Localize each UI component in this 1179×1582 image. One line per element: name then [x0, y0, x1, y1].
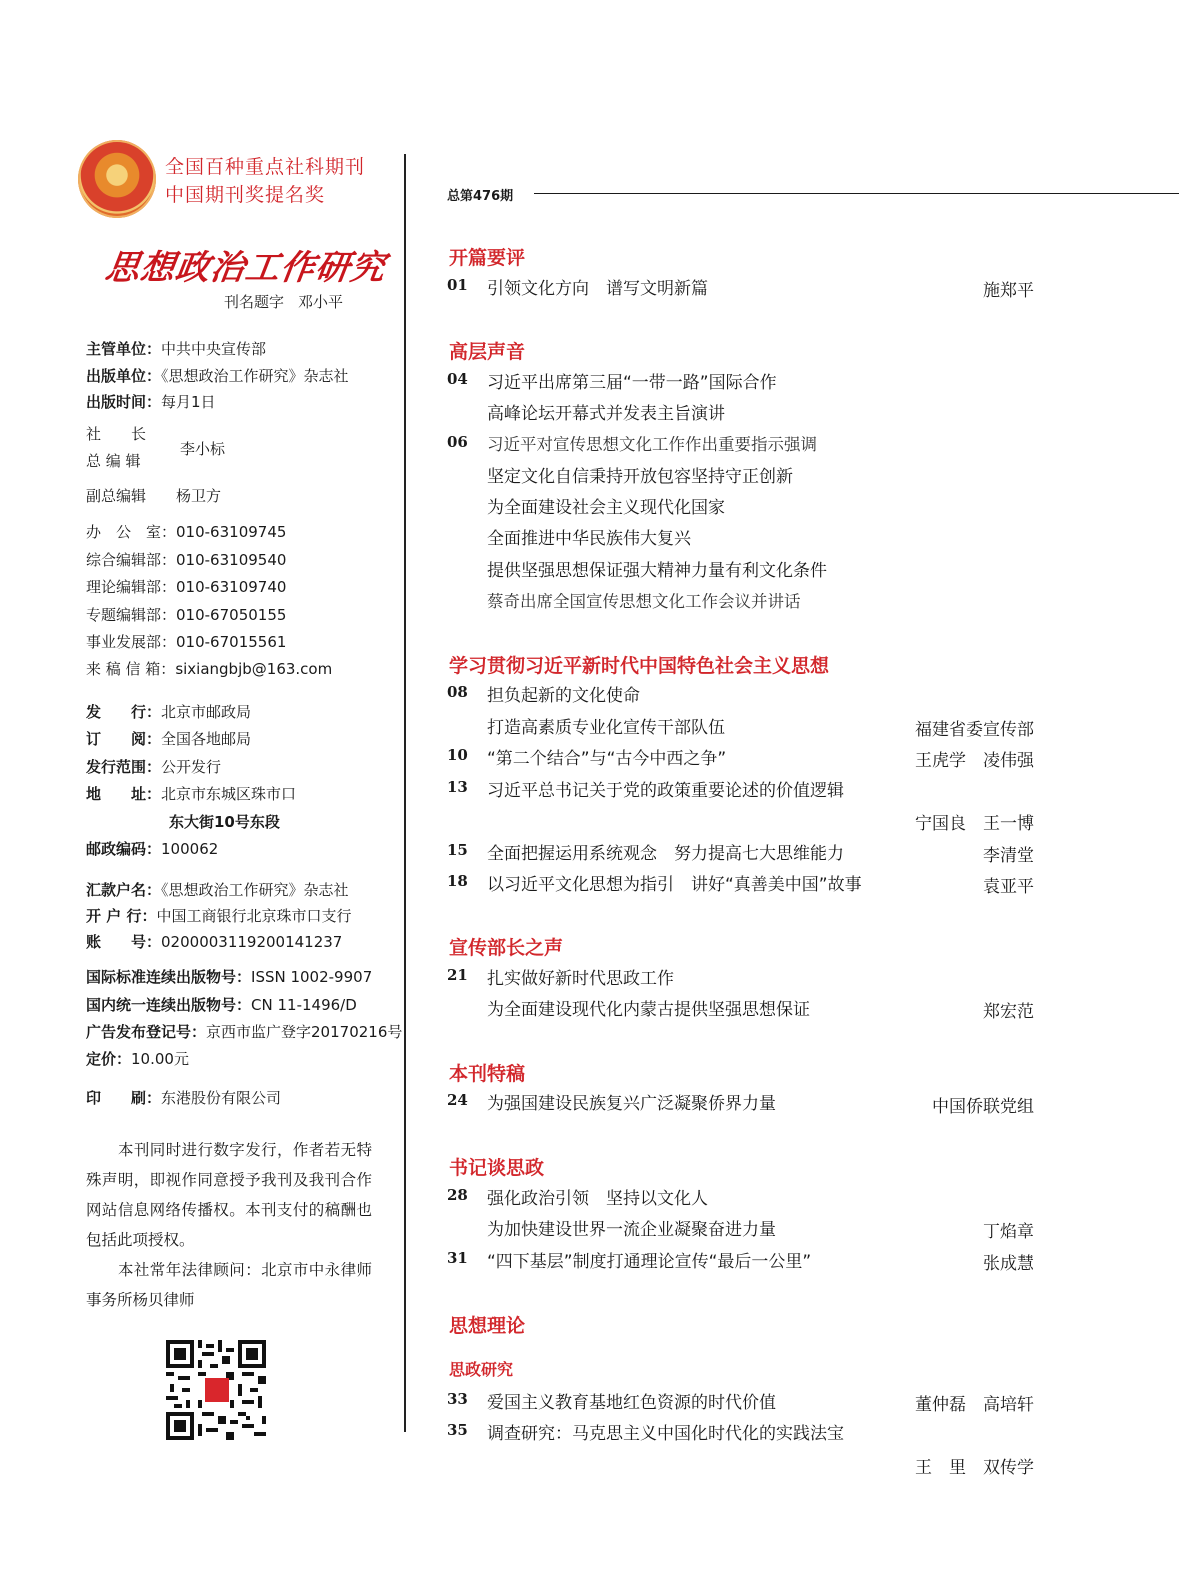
toc-page-number: 06: [447, 433, 468, 451]
distribution-row: 邮政编码：100062: [86, 840, 219, 858]
toc-entry-title: 为加快建设世界一流企业凝聚奋进力量: [487, 1220, 776, 1240]
toc-entry-title: 强化政治引领 坚持以文化人: [487, 1189, 708, 1209]
toc-entry-title: “第二个结合”与“古今中西之争”: [487, 749, 727, 769]
legal-advisor-paragraph: 本社常年法律顾问：北京市中永律师事务所杨贝律师: [86, 1261, 372, 1309]
section-title: 本刊特稿: [449, 1063, 526, 1085]
supervisor-row: 主管单位：中共中央宣传部: [86, 340, 267, 358]
toc-page-number: 21: [447, 966, 468, 984]
registration-row: 国内统一连续出版物号：CN 11-1496/D: [86, 996, 357, 1014]
toc-entry-author: 福建省委宣传部: [915, 720, 1034, 740]
badge-line-2: 中国期刊奖提名奖: [165, 184, 326, 206]
toc-page-number: 33: [447, 1390, 468, 1408]
toc-entry-title: 习近平出席第三届“一带一路”国际合作: [487, 373, 777, 393]
section-title: 思想理论: [449, 1315, 526, 1337]
magazine-calligraphy-title: 思想政治工作研究: [102, 248, 389, 288]
toc-entry-title: 引领文化方向 谱写文明新篇: [487, 279, 708, 299]
toc-entry-title: 习近平总书记关于党的政策重要论述的价值逻辑: [487, 781, 844, 801]
toc-entry-title: 提供坚强思想保证强大精神力量有利文化条件: [487, 561, 827, 581]
deputy-editor-row: 副总编辑 杨卫方: [86, 487, 222, 505]
president-editor-name: 李小标: [180, 440, 226, 458]
issue-number: 总第476期: [447, 189, 514, 204]
toc-entry-title: “四下基层”制度打通理论宣传“最后一公里”: [487, 1252, 812, 1272]
toc-page-number: 08: [447, 683, 468, 701]
publisher-row: 出版单位：《思想政治工作研究》杂志社: [86, 367, 349, 385]
toc-entry-title: 习近平对宣传思想文化工作作出重要指示强调: [487, 435, 817, 454]
toc-entry-author: 王虎学 凌伟强: [915, 751, 1034, 771]
distribution-row: 发 行：北京市邮政局: [86, 703, 252, 721]
toc-entry-title: 爱国主义教育基地红色资源的时代价值: [487, 1393, 776, 1413]
distribution-row: 地 址：北京市东城区珠市口: [86, 785, 297, 803]
toc-page-number: 35: [447, 1421, 468, 1439]
distribution-row: 订 阅：全国各地邮局: [86, 730, 252, 748]
inscription-label: 刊名题字: [224, 293, 285, 311]
bank-row: 开 户 行：中国工商银行北京珠市口支行: [86, 907, 352, 925]
toc-entry-title: 高峰论坛开幕式并发表主旨演讲: [487, 404, 725, 424]
toc-page-number: 18: [447, 872, 468, 890]
distribution-row: 东大街10号东段: [169, 813, 280, 831]
toc-entry-title: 全面把握运用系统观念 努力提高七大思维能力: [487, 844, 844, 864]
section-title: 高层声音: [449, 341, 526, 363]
pub-time-row: 出版时间：每月1日: [86, 393, 216, 411]
toc-entry-author: 袁亚平: [983, 877, 1034, 897]
toc-entry-author: 丁焰章: [983, 1222, 1034, 1242]
toc-entry-author: 宁国良 王一博: [915, 814, 1034, 834]
bank-row: 汇款户名：《思想政治工作研究》杂志社: [86, 881, 349, 899]
chief-editor-label: 总 编 辑: [86, 452, 141, 470]
toc-page-number: 01: [447, 276, 468, 294]
toc-page-number: 13: [447, 778, 468, 796]
toc-entry-author: 王 里 双传学: [915, 1458, 1034, 1478]
contact-row: 来 稿 信 箱：sixiangbjb@163.com: [86, 660, 333, 678]
toc-entry-title: 以习近平文化思想为指引 讲好“真善美中国”故事: [487, 875, 862, 895]
contact-row: 办 公 室：010-63109745: [86, 523, 287, 541]
toc-entry-title: 坚定文化自信秉持开放包容坚持守正创新: [487, 467, 793, 487]
registration-row: 广告发布登记号：京西市监广登字20170216号: [86, 1023, 403, 1041]
contact-row: 事业发展部：010-67015561: [86, 633, 287, 651]
toc-entry-title: 扎实做好新时代思政工作: [487, 969, 674, 989]
toc-entry-title: 为全面建设现代化内蒙古提供坚强思想保证: [487, 1000, 810, 1020]
president-label: 社 长: [86, 425, 147, 443]
toc-page-number: 04: [447, 370, 468, 388]
toc-entry-title: 为强国建设民族复兴广泛凝聚侨界力量: [487, 1094, 776, 1114]
badge-line-1: 全国百种重点社科期刊: [165, 156, 366, 178]
qr-center-logo-icon: [205, 1378, 229, 1402]
copyright-notice: [86, 1135, 372, 1315]
toc-entry-title: 为全面建设社会主义现代化国家: [487, 498, 725, 518]
toc-entry-title: 调查研究：马克思主义中国化时代化的实践法宝: [487, 1424, 844, 1444]
toc-page-number: 28: [447, 1186, 468, 1204]
subsection-title: 思政研究: [449, 1360, 514, 1379]
toc-entry-author: 李清堂: [983, 846, 1034, 866]
price-row: 定价：10.00元: [86, 1050, 189, 1068]
section-title: 开篇要评: [449, 247, 526, 269]
section-title: 书记谈思政: [449, 1157, 545, 1179]
column-divider: [404, 154, 406, 1432]
toc-page-number: 24: [447, 1091, 468, 1109]
toc-entry-author: 郑宏范: [983, 1002, 1034, 1022]
distribution-row: 发行范围：公开发行: [86, 758, 222, 776]
bank-row: 账 号：0200003119200141237: [86, 933, 343, 951]
toc-entry-author: 中国侨联党组: [932, 1097, 1034, 1117]
toc-entry-title: 全面推进中华民族伟大复兴: [487, 529, 691, 549]
toc-entry-title: 蔡奇出席全国宣传思想文化工作会议并讲话: [487, 592, 801, 611]
section-title: 宣传部长之声: [449, 937, 564, 959]
toc-entry-title: 打造高素质专业化宣传干部队伍: [487, 718, 725, 738]
header-rule: [534, 193, 1179, 194]
toc-entry-author: 张成慧: [983, 1254, 1034, 1274]
contact-row: 理论编辑部：010-63109740: [86, 578, 287, 596]
section-title: 学习贯彻习近平新时代中国特色社会主义思想: [449, 655, 830, 677]
toc-entry-title: 担负起新的文化使命: [487, 686, 640, 706]
journal-award-emblem: [78, 140, 156, 218]
printer-row: 印 刷：东港股份有限公司: [86, 1089, 282, 1107]
contact-row: 综合编辑部：010-63109540: [86, 551, 287, 569]
inscription-name: 邓小平: [298, 293, 344, 311]
toc-page-number: 10: [447, 746, 468, 764]
toc-page-number: 15: [447, 841, 468, 859]
toc-entry-author: 董仲磊 高培轩: [915, 1395, 1034, 1415]
toc-entry-author: 施郑平: [983, 281, 1034, 301]
copyright-paragraph: 本刊同时进行数字发行，作者若无特殊声明，即视作同意授予我刊及我刊合作网站信息网络传播权。本刊支付的稿酬也包括此项授权。: [86, 1141, 372, 1249]
registration-row: 国际标准连续出版物号：ISSN 1002-9907: [86, 968, 373, 986]
toc-page-number: 31: [447, 1249, 468, 1267]
contact-row: 专题编辑部：010-67050155: [86, 606, 287, 624]
title-inscription: [224, 291, 343, 312]
